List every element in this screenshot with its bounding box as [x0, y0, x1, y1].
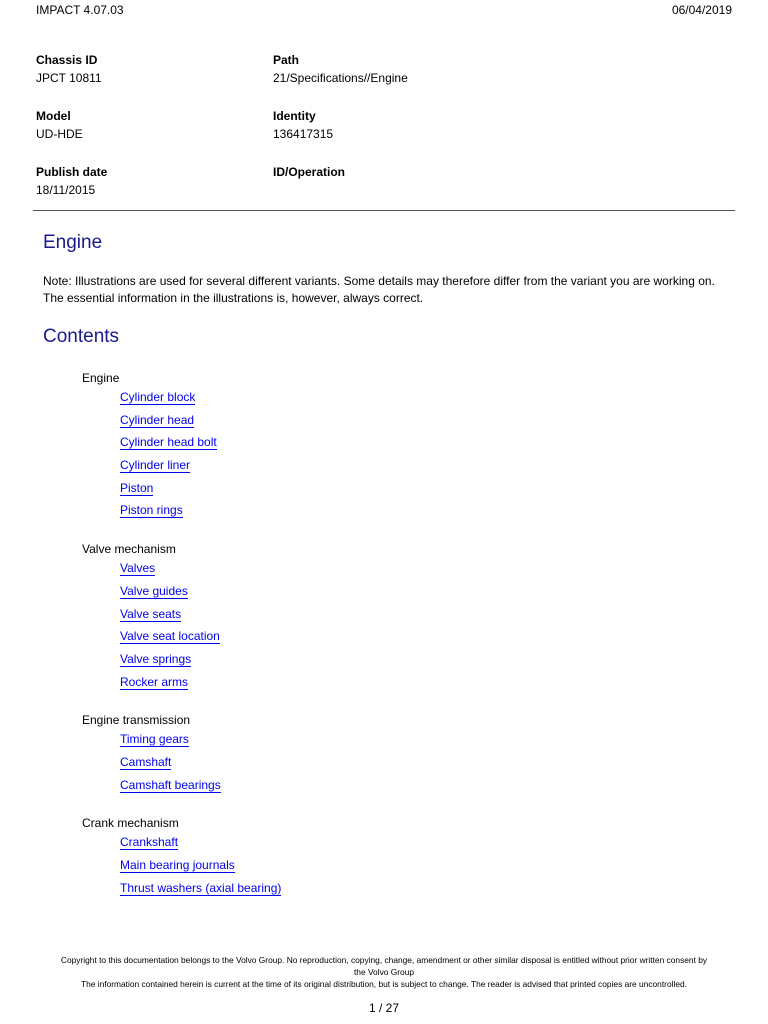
toc-link[interactable]: Valve guides: [120, 583, 188, 598]
toc-section-heading: Crank mechanism: [82, 816, 179, 831]
toc-link[interactable]: Main bearing journals: [120, 858, 235, 872]
identity-label: Identity: [273, 109, 316, 123]
path-label: Path: [273, 53, 300, 67]
identity-field: [273, 108, 333, 143]
toc-link[interactable]: Valve seats: [120, 606, 182, 621]
meta-row: [36, 52, 736, 108]
toc-link-row: [120, 752, 682, 775]
page-footer: [30, 954, 738, 990]
toc-section-heading: Engine: [82, 371, 120, 385]
toc-link-list: [120, 729, 682, 797]
toc-section: [82, 712, 682, 797]
chassis-id-label: Chassis ID: [36, 53, 98, 67]
toc-link-row: [120, 729, 682, 752]
toc-link-row: [120, 672, 682, 695]
copyright-line: Copyright to this documentation belongs to the Volvo Group. No reproduction, copying, change, amendment or other similar disposal is entitled without prior written consent by: [60, 955, 708, 965]
toc-link-row: [120, 604, 682, 627]
contents-heading: Contents: [43, 326, 120, 347]
toc-link-row: [120, 500, 682, 523]
model-value: UD-HDE: [36, 127, 83, 141]
toc-link[interactable]: Crankshaft: [120, 835, 179, 850]
toc-link-list: [120, 832, 682, 900]
publish-date-field: [36, 164, 107, 199]
toc-link[interactable]: Cylinder liner: [120, 458, 191, 473]
toc-link-row: [120, 775, 682, 798]
chassis-id-value: JPCT 10811: [36, 71, 102, 85]
toc-link[interactable]: Rocker arms: [120, 674, 189, 689]
model-label: Model: [36, 109, 71, 123]
toc-link[interactable]: Valves: [120, 561, 156, 576]
publish-date-value: 18/11/2015: [36, 183, 96, 197]
disclaimer: The information contained herein is current at the time of its original distribution, but is subject to change. The reader is advised that printed copies are uncontrolled.: [81, 979, 687, 989]
id-operation-label: ID/Operation: [273, 165, 346, 179]
print-date: 06/04/2019: [671, 3, 732, 17]
page-header: [36, 3, 732, 19]
toc-link-list: [120, 558, 682, 694]
toc-link-row: [120, 855, 682, 878]
illustration-note: Note: Illustrations are used for several different variants. Some details may therefore differ from the variant you are working on. The essential information in the illustrations is, however, always correct.: [43, 274, 715, 305]
toc-link[interactable]: Piston rings: [120, 503, 183, 518]
toc-link-list: [120, 387, 682, 523]
toc-link-row: [120, 455, 682, 478]
table-of-contents: [82, 370, 682, 918]
toc-link-row: [120, 581, 682, 604]
toc-link-row: [120, 387, 682, 410]
app-version: IMPACT 4.07.03: [36, 3, 124, 17]
toc-link-row: [120, 832, 682, 855]
toc-link[interactable]: Cylinder head: [120, 412, 195, 427]
toc-link-row: [120, 432, 682, 455]
document-metadata: [36, 52, 736, 220]
chassis-id-field: [36, 52, 102, 87]
toc-link-row: [120, 649, 682, 672]
identity-value: 136417315: [273, 127, 334, 141]
meta-row: [36, 108, 736, 164]
model-field: [36, 108, 83, 143]
toc-link[interactable]: Valve springs: [120, 651, 192, 666]
toc-link[interactable]: Camshaft: [120, 754, 172, 769]
id-operation-field: [273, 164, 345, 199]
path-field: [273, 52, 408, 87]
toc-link-row: [120, 558, 682, 581]
toc-link[interactable]: Camshaft bearings: [120, 777, 221, 792]
toc-section: [82, 370, 682, 523]
page-title: Engine: [43, 232, 103, 253]
toc-link[interactable]: Thrust washers (axial bearing): [120, 880, 282, 895]
toc-link[interactable]: Piston: [120, 480, 154, 495]
toc-link-row: [120, 878, 682, 901]
copyright-line: the Volvo Group: [353, 967, 415, 977]
toc-link-row: [120, 478, 682, 501]
toc-link[interactable]: Cylinder head bolt: [120, 435, 217, 450]
toc-link[interactable]: Cylinder block: [120, 390, 196, 404]
toc-section: [82, 541, 682, 694]
meta-row: [36, 164, 736, 220]
publish-date-label: Publish date: [36, 165, 108, 179]
id-operation-value: [273, 181, 345, 199]
toc-link-row: [120, 626, 682, 649]
toc-section-heading: Valve mechanism: [82, 542, 176, 557]
toc-link[interactable]: Valve seat location: [120, 629, 220, 644]
toc-link-row: [120, 410, 682, 433]
toc-link[interactable]: Timing gears: [120, 732, 189, 747]
toc-section: [82, 815, 682, 900]
path-value: 21/Specifications//Engine: [273, 71, 408, 85]
toc-section-heading: Engine transmission: [82, 713, 191, 728]
header-divider: [33, 210, 735, 211]
page-number: 1 / 27: [368, 1001, 400, 1015]
